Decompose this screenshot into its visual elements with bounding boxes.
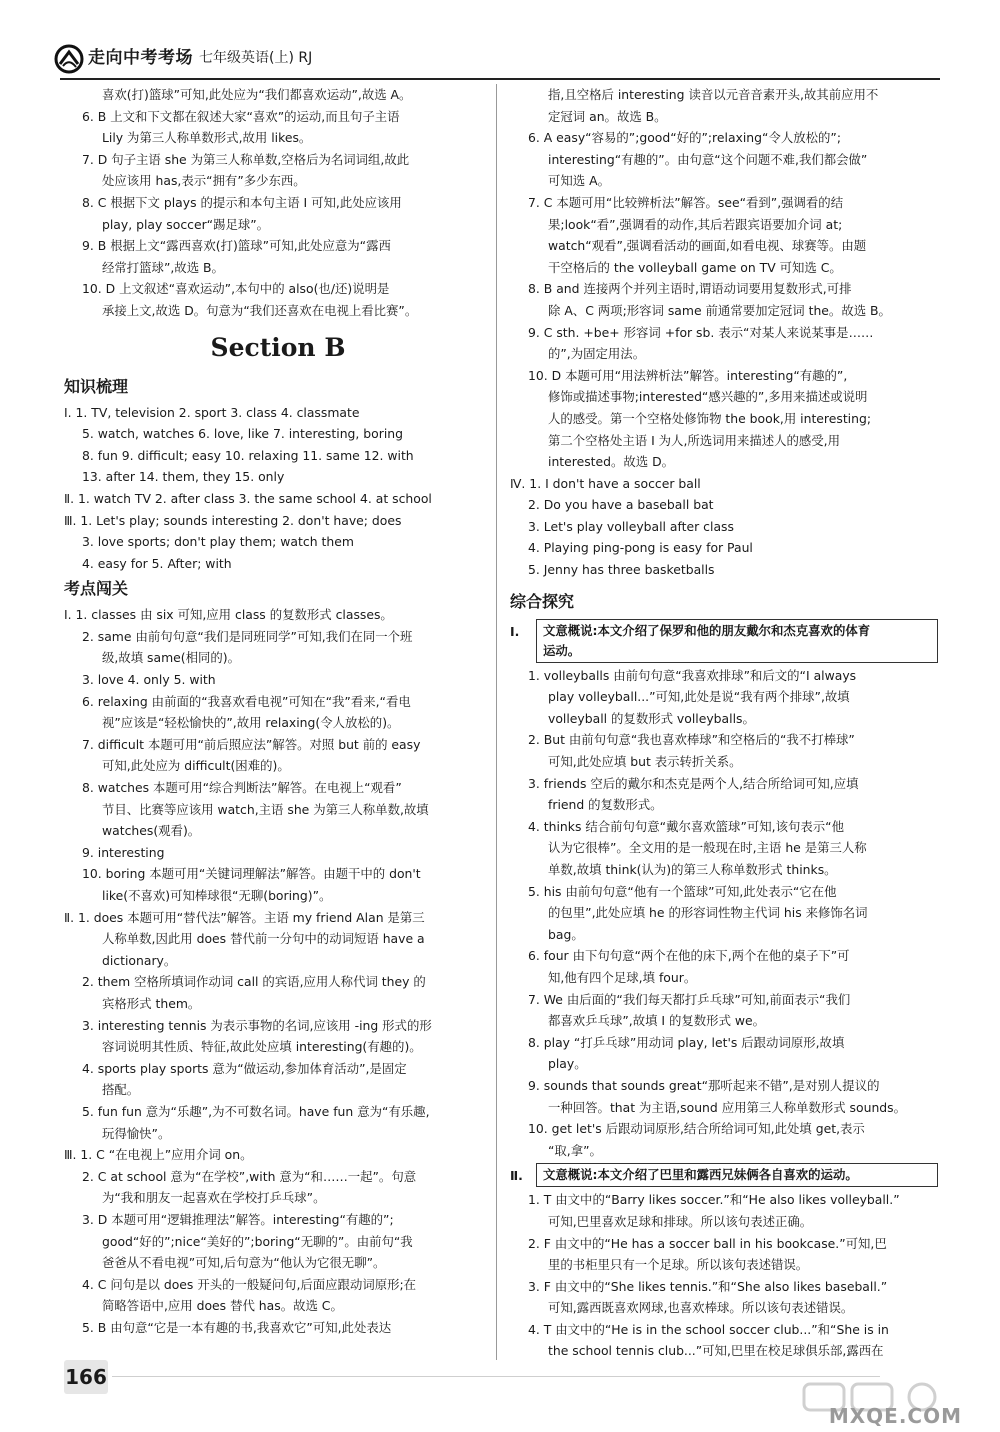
right-column [510,84,938,1362]
answer-line: 3. interesting tennis 为表示事物的名词,应该用 -ing 形式的形 [82,1017,432,1033]
answer-line: 2. C at school 意为“在学校”,with 意为“和……一起”。句意 [82,1168,417,1184]
passage-1-label: Ⅰ. [510,623,520,639]
answer-line: 4. thinks 结合前句句意“戴尔喜欢篮球”可知,该句表示“他 [528,818,844,834]
answer-line: 4. easy for 5. After; with [82,555,232,571]
answer-line: dictionary。 [102,952,177,968]
answer-line: 8. B and 连接两个并列主语时,谓语动词要用复数形式,可排 [528,281,852,297]
answer-line: 7. C 本题可用“比较辨析法”解答。see“看到”,强调看的结 [528,194,844,210]
answer-line: 可知选 A。 [548,173,610,189]
answer-line: 2. Do you have a baseball bat [528,497,714,513]
answer-line: 10. D 本题可用“用法辨析法”解答。interesting“有趣的”, [528,367,848,383]
passage-2-label: Ⅱ. [510,1168,523,1184]
answer-line: 4. C 问句是以 does 开头的一般疑问句,后面应跟动词原形;在 [82,1276,417,1292]
answer-line: 2. them 空格所填词作动词 call 的宾语,应用人称代词 they 的 [82,974,426,990]
answer-line: good“好的”;nice“美好的”;boring“无聊的”。由前句“我 [102,1233,413,1249]
answer-line: 9. B 根据上文“露西喜欢(打)篮球”可知,此处应意为“露西 [82,238,391,254]
answer-line: 4. T 由文中的“He is in the school soccer club...”和“She is in [528,1321,889,1337]
summary-box-1 [536,619,938,663]
passage-2-block [510,1163,938,1187]
answer-line: play, play soccer“踢足球”。 [102,216,270,232]
answer-line: 第二个空格处主语 I 为人,所选词用来描述人的感受,用 [548,432,841,448]
answer-line: 10. get let's 后跟动词原形,结合所给词可知,此处填 get,表示 [528,1121,865,1137]
answer-line: Ⅲ. 1. Let's play; sounds interesting 2. don't have; does [64,512,402,528]
answer-line: Ⅲ. 1. C “在电视上”应用介词 on。 [64,1147,253,1163]
answer-line: 10. D 上文叙述“喜欢运动”,本句中的 also(也/还)说明是 [82,281,390,297]
answer-line: 8. C 根据下文 plays 的提示和本句主语 I 可知,此处应该用 [82,194,402,210]
answer-line: 6. B 上文和下文都在叙述大家“喜欢”的运动,而且句子主语 [82,108,400,124]
answer-line: 3. Let's play volleyball after class [528,518,734,534]
answer-line: interesting“有趣的”。由句意“这个问题不难,我们都会做” [548,151,868,167]
passage-1-block [510,619,938,663]
answer-line: 承接上文,故选 D。句意为“我们还喜欢在电视上看比赛”。 [102,302,418,318]
answer-line: 7. D 句子主语 she 为第三人称单数,空格后为名词词组,故此 [82,151,410,167]
answer-line: 9. C sth. +be+ 形容词 +for sb. 表示“对某人来说某事是…… [528,324,874,340]
answer-line: 可知,巴里喜欢足球和排球。所以该句表述正确。 [548,1213,813,1229]
answer-line: 节目、比赛等应该用 watch,主语 she 为第三人称单数,故填 [102,801,429,817]
answer-line: 8. watches 本题可用“综合判断法”解答。在电视上“观看” [82,780,402,796]
summary-box-2 [536,1163,938,1187]
answer-line: 喜欢(打)篮球”可知,此处应为“我们都喜欢运动”,故选 A。 [102,87,412,102]
answer-line: Ⅰ. 1. classes 由 six 可知,应用 class 的复数形式 classes。 [64,607,393,623]
answer-line: 10. boring 本题可用“关键词理解法”解答。由题干中的 don't [82,866,421,882]
answer-line: 4. Playing ping-pong is easy for Paul [528,540,753,556]
answer-line: 处应该用 has,表示“拥有”多少东西。 [102,173,306,189]
answer-line: like(不喜欢)可知棒球很“无聊(boring)”。 [102,888,332,903]
answer-line: 可知,此处应填 but 表示转折关系。 [548,754,742,770]
answer-line: 9. interesting [82,844,165,860]
answer-line: 2. same 由前句句意“我们是同班同学”可知,我们在同一个班 [82,628,413,644]
answer-line: play。 [548,1056,587,1072]
answer-line: 视”应该是“轻松愉快的”,故用 relaxing(令人放松的)。 [102,715,400,731]
summary-box-2-line: 文意概说:本文介绍了巴里和露西兄妹俩各自喜欢的运动。 [543,1167,858,1183]
answer-line: 3. F 由文中的“She likes tennis.”和“She also likes baseball.” [528,1278,888,1294]
answer-line: Ⅱ. 1. watch TV 2. after class 3. the same school 4. at school [64,490,432,506]
header-rule [60,78,940,80]
answer-line: 9. sounds that sounds great“那听起来不错”,是对别人提议的 [528,1077,880,1093]
heading-knowledge: 知识梳理 [64,376,129,396]
book-title: 走向中考考场 [88,48,193,69]
answer-line: 3. friends 空后的戴尔和杰克是两个人,结合所给词可知,应填 [528,775,859,791]
answer-line: 可知,露西既喜欢网球,也喜欢棒球。所以该句表述错误。 [548,1300,854,1316]
answer-line: 除 A、C 两项;形容词 same 前通常要加定冠词 the。故选 B。 [548,302,891,318]
answer-line: 人称单数,因此用 does 替代前一分句中的动词短语 have a [102,931,425,947]
answer-line: bag。 [548,926,584,942]
answer-line: 1. volleyballs 由前句句意“我喜欢排球”和后文的“I always [528,667,857,683]
answer-line: 8. play “打乒乓球”用动词 play, let's 后跟动词原形,故填 [528,1034,845,1050]
answer-line: 容词说明其性质、特征,故此处应填 interesting(有趣的)。 [102,1039,422,1055]
answer-line: Ⅰ. 1. TV, television 2. sport 3. class 4. classmate [64,404,360,420]
answer-line: 知,他有四个足球,填 four。 [548,969,697,985]
answer-line: 果;look“看”,强调看的动作,其后若跟宾语要加介词 at; [548,216,843,232]
answer-line: 人的感受。第一个空格处修饰物 the book,用 interesting; [548,410,872,426]
answer-line: 6. A easy“容易的”;good“好的”;relaxing“令人放松的”; [528,130,841,146]
answer-line: 为“我和朋友一起喜欢在学校打乒乓球”。 [102,1190,326,1206]
heading-exam: 考点闯关 [64,579,129,599]
left-column [64,84,492,1338]
answer-line: 简略答语中,应用 does 替代 has。故选 C。 [102,1298,343,1314]
answer-line: 8. fun 9. difficult; easy 10. relaxing 11. same 12. with [82,447,414,463]
answer-line: 搭配。 [102,1082,140,1098]
answer-line: 指,且空格后 interesting 读音以元音音素开头,故其前应用不 [548,87,879,102]
answer-line: 7. difficult 本题可用“前后照应法”解答。对照 but 前的 easy [82,736,421,752]
answer-line: Ⅳ. 1. I don't have a soccer ball [510,475,701,491]
book-subtitle: 七年级英语(上) RJ [199,50,313,67]
answer-line: watch“观看”,强调看活动的画面,如看电视、球赛等。由题 [548,238,867,254]
answer-line: 的包里”,此处应填 he 的形容词性物主代词 his 来修饰名词 [548,905,868,921]
page-number: 166 [64,1360,108,1394]
answer-line: 4. sports play sports 意为“做运动,参加体育活动”,是固定 [82,1060,407,1076]
answer-line: interested。故选 D。 [548,454,675,470]
answer-line: 认为它很棒”。全文用的是一般现在时,主语 he 是第三人称 [548,840,867,856]
answer-line: 5. watch, watches 6. love, like 7. interesting, boring [82,426,403,442]
answer-line: Lily 为第三人称单数形式,故用 likes。 [102,130,312,146]
answer-line: 13. after 14. them, they 15. only [82,469,285,485]
answer-line: 1. T 由文中的“Barry likes soccer.”和“He also likes volleyball.” [528,1192,900,1208]
answer-line: 5. fun fun 意为“乐趣”,为不可数名词。have fun 意为“有乐趣, [82,1103,430,1119]
book-logo-icon [54,44,84,74]
answer-line: 经常打篮球”,故选 B。 [102,259,224,275]
answer-line: Ⅱ. 1. does 本题可用“替代法”解答。主语 my friend Alan 是第三 [64,909,425,925]
answer-line: 3. love 4. only 5. with [82,672,216,688]
answer-line: 定冠词 an。故选 B。 [548,108,667,124]
answer-line: 5. Jenny has three basketballs [528,562,715,578]
answer-line: the school tennis club...”可知,巴里在校足球俱乐部,露西在 [548,1343,884,1359]
answer-line: 的”,为固定用法。 [548,346,646,362]
answer-line: 3. D 本题可用“逻辑推理法”解答。interesting“有趣的”; [82,1211,394,1227]
answer-line: 2. F 由文中的“He has a soccer ball in his bookcase.”可知,巴 [528,1235,887,1251]
summary-box-1-line: 文意概说:本文介绍了保罗和他的朋友戴尔和杰克喜欢的体育 [543,622,871,638]
answer-line: 宾格形式 them。 [102,995,201,1011]
answer-line: 干空格后的 the volleyball game on TV 可知选 C。 [548,259,842,275]
answer-line: 5. his 由前句句意“他有一个篮球”可知,此处表示“它在他 [528,883,837,899]
answer-line: volleyball 的复数形式 volleyballs。 [548,710,755,726]
answer-line: 6. relaxing 由前面的“我喜欢看电视”可知在“我”看来,“看电 [82,693,411,709]
answer-line: 单数,故填 think(认为)的第三人称单数形式 thinks。 [548,862,837,877]
page-header [54,42,312,76]
answer-line: 都喜欢乒乓球”,故填 I 的复数形式 we。 [548,1013,766,1029]
answer-line: 3. love sports; don't play them; watch them [82,534,354,550]
answer-line: watches(观看)。 [102,823,201,839]
footer-rule [112,1376,880,1377]
answer-line: 2. But 由前句句意“我也喜欢棒球”和空格后的“我不打棒球” [528,732,855,748]
answer-line: friend 的复数形式。 [548,797,663,813]
answer-line: 一种回答。that 为主语,sound 应用第三人称单数形式 sounds。 [548,1099,907,1115]
summary-box-1-line: 运动。 [543,642,581,658]
answer-line: 修饰或描述事物;interested“感兴趣的”,多用来描述或说明 [548,389,868,405]
answer-line: 玩得愉快”。 [102,1125,171,1141]
answer-line: 里的书柜里只有一个足球。所以该句表述错误。 [548,1257,809,1273]
answer-line: 可知,此处应为 difficult(困难的)。 [102,758,290,774]
answer-line: 爸爸从不看电视”可知,后句意为“他认为它很无聊”。 [102,1255,386,1271]
watermark-text: MXQE.COM [828,1404,962,1428]
answer-line: 级,故填 same(相同的)。 [102,650,241,666]
column-divider [496,84,497,1360]
answer-line: “取,拿”。 [548,1142,602,1158]
heading-explore: 综合探究 [510,591,575,611]
answer-line: 6. four 由下句句意“两个在他的床下,两个在他的桌子下”可 [528,948,850,964]
answer-line: play volleyball...”可知,此处是说“我有两个排球”,故填 [548,689,850,705]
answer-line: 5. B 由句意“它是一本有趣的书,我喜欢它”可知,此处表达 [82,1319,392,1335]
answer-line: 7. We 由后面的“我们每天都打乒乓球”可知,前面表示“我们 [528,991,851,1007]
section-title: Section B [210,332,346,362]
